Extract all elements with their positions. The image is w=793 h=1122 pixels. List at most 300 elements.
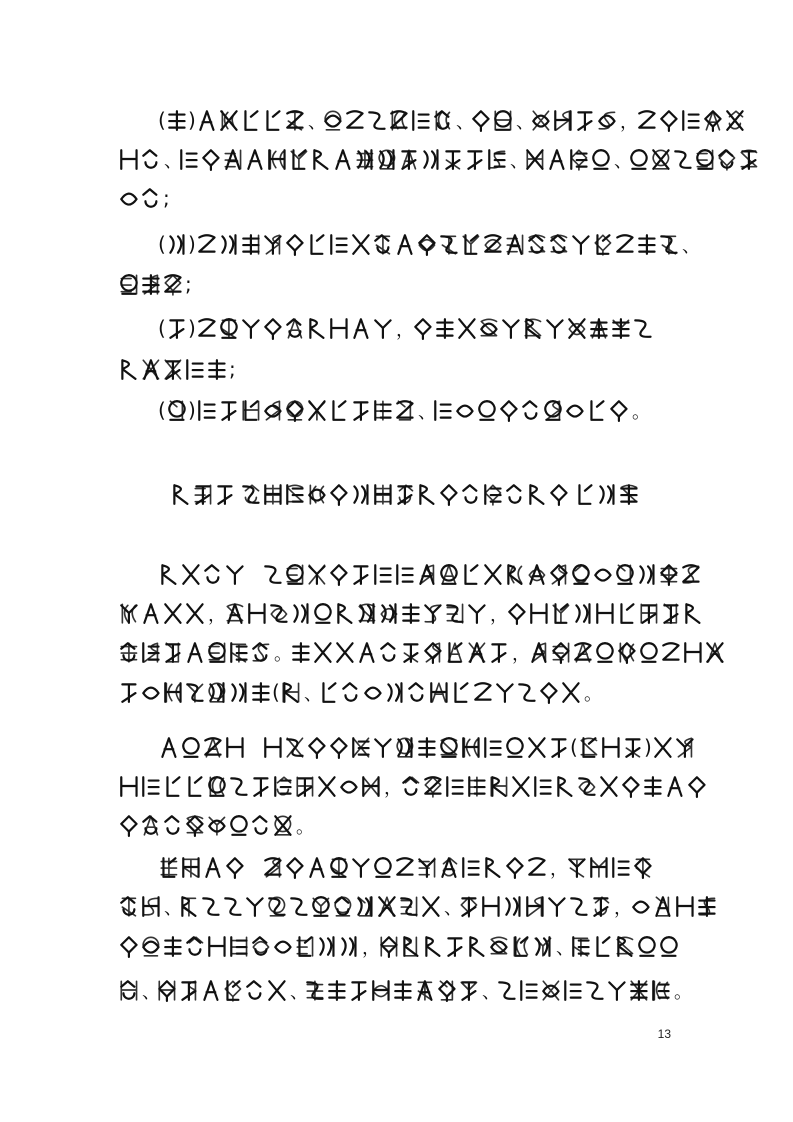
script-glyph bbox=[243, 401, 258, 420]
punctuation: 。 bbox=[584, 684, 602, 705]
script-glyph bbox=[661, 236, 676, 253]
script-glyph bbox=[187, 684, 202, 701]
script-glyph bbox=[271, 605, 286, 621]
script-glyph bbox=[200, 111, 213, 130]
punctuation: 、 bbox=[614, 151, 632, 172]
script-glyph bbox=[375, 401, 390, 420]
script-glyph bbox=[379, 897, 394, 916]
script-glyph bbox=[294, 604, 307, 623]
script-glyph bbox=[633, 902, 648, 913]
punctuation: 、 bbox=[308, 112, 326, 133]
script-glyph bbox=[187, 360, 202, 379]
punctuation: ; bbox=[163, 186, 170, 210]
script-glyph bbox=[143, 150, 156, 167]
script-glyph bbox=[419, 738, 434, 757]
script-glyph bbox=[167, 777, 179, 796]
punctuation: ， bbox=[362, 938, 380, 959]
script-glyph bbox=[529, 565, 544, 584]
script-glyph bbox=[314, 150, 327, 169]
script-glyph bbox=[165, 816, 178, 833]
script-glyph bbox=[553, 643, 568, 663]
script-glyph bbox=[506, 897, 519, 916]
script-glyph bbox=[181, 150, 196, 169]
script-glyph bbox=[309, 401, 324, 420]
script-glyph bbox=[626, 739, 639, 756]
script-glyph bbox=[143, 897, 158, 916]
script-glyph bbox=[243, 235, 258, 254]
script-glyph bbox=[423, 897, 438, 916]
script-glyph bbox=[398, 485, 412, 504]
script-glyph bbox=[631, 981, 646, 1000]
script-glyph bbox=[689, 777, 704, 797]
script-glyph bbox=[357, 150, 372, 169]
script-glyph bbox=[475, 683, 490, 699]
punctuation: ( bbox=[272, 680, 280, 704]
script-glyph bbox=[492, 644, 505, 661]
script-glyph bbox=[705, 111, 720, 131]
script-glyph bbox=[591, 401, 603, 420]
script-glyph bbox=[664, 604, 677, 623]
script-glyph bbox=[525, 319, 540, 338]
script-glyph bbox=[401, 897, 416, 916]
script-glyph bbox=[269, 981, 284, 1000]
script-glyph bbox=[555, 111, 570, 130]
script-glyph bbox=[683, 565, 698, 583]
script-glyph bbox=[569, 859, 584, 876]
script-glyph bbox=[283, 683, 298, 702]
script-glyph bbox=[403, 604, 418, 623]
script-glyph bbox=[253, 816, 266, 833]
script-glyph bbox=[165, 937, 180, 956]
punctuation: 。 bbox=[274, 644, 292, 665]
script-glyph bbox=[143, 937, 158, 956]
script-glyph bbox=[205, 565, 218, 582]
script-glyph bbox=[420, 565, 433, 584]
script-glyph bbox=[143, 777, 158, 796]
script-glyph bbox=[623, 777, 638, 797]
script-glyph bbox=[573, 937, 588, 956]
script-glyph bbox=[455, 683, 467, 702]
script-glyph bbox=[575, 643, 590, 662]
script-glyph bbox=[641, 643, 656, 662]
script-glyph bbox=[686, 604, 699, 623]
script-glyph bbox=[485, 565, 500, 584]
script-glyph bbox=[645, 777, 660, 796]
script-glyph bbox=[360, 643, 373, 662]
script-glyph bbox=[395, 981, 410, 1000]
script-glyph bbox=[231, 937, 246, 956]
script-glyph bbox=[553, 604, 568, 623]
script-glyph bbox=[269, 150, 284, 169]
script-glyph bbox=[121, 275, 136, 294]
script-glyph bbox=[342, 937, 355, 956]
script-glyph bbox=[169, 401, 184, 420]
script-glyph bbox=[331, 485, 346, 505]
script-glyph bbox=[218, 486, 231, 503]
script-glyph bbox=[121, 643, 136, 662]
script-glyph bbox=[533, 111, 548, 130]
script-glyph bbox=[397, 858, 412, 874]
script-glyph bbox=[425, 643, 440, 663]
script-glyph bbox=[313, 897, 328, 916]
script-glyph bbox=[365, 688, 380, 699]
script-glyph bbox=[249, 604, 264, 623]
script-glyph bbox=[337, 643, 352, 662]
script-glyph bbox=[639, 937, 654, 956]
script-glyph bbox=[381, 643, 394, 660]
script-glyph bbox=[388, 683, 401, 702]
script-glyph bbox=[275, 816, 290, 835]
script-glyph bbox=[243, 485, 258, 503]
script-glyph bbox=[621, 485, 636, 504]
script-glyph bbox=[508, 565, 521, 584]
script-glyph bbox=[379, 150, 394, 169]
punctuation: ， bbox=[614, 898, 632, 919]
script-glyph bbox=[231, 643, 246, 662]
script-glyph bbox=[489, 150, 504, 169]
script-glyph bbox=[653, 981, 668, 1000]
script-glyph bbox=[333, 401, 345, 420]
script-glyph bbox=[336, 150, 349, 169]
script-glyph bbox=[183, 565, 198, 584]
script-glyph bbox=[719, 150, 734, 170]
script-glyph bbox=[463, 485, 476, 502]
script-glyph bbox=[188, 643, 201, 662]
script-glyph bbox=[463, 235, 478, 254]
script-glyph bbox=[613, 858, 628, 877]
punctuation: 、 bbox=[482, 982, 500, 1003]
script-glyph bbox=[420, 485, 433, 504]
script-glyph bbox=[677, 897, 692, 916]
script-glyph bbox=[397, 401, 412, 420]
script-glyph bbox=[507, 738, 522, 757]
script-glyph bbox=[354, 402, 367, 419]
script-glyph bbox=[465, 565, 477, 584]
script-glyph bbox=[165, 360, 180, 379]
script-glyph bbox=[341, 782, 356, 793]
script-glyph bbox=[253, 683, 268, 702]
script-glyph bbox=[121, 777, 136, 796]
script-glyph bbox=[469, 643, 484, 662]
script-glyph bbox=[170, 235, 183, 254]
punctuation: 、 bbox=[456, 112, 474, 133]
script-glyph bbox=[473, 111, 488, 131]
script-glyph bbox=[358, 897, 371, 916]
script-glyph bbox=[541, 683, 556, 703]
script-glyph bbox=[547, 320, 562, 337]
script-glyph bbox=[459, 319, 474, 338]
script-glyph bbox=[375, 739, 390, 756]
script-glyph bbox=[187, 604, 202, 623]
punctuation: 、 bbox=[164, 151, 182, 172]
page-number: 13 bbox=[657, 1027, 671, 1041]
script-glyph bbox=[375, 320, 390, 337]
script-glyph bbox=[143, 275, 158, 294]
script-glyph bbox=[639, 235, 654, 254]
script-glyph bbox=[551, 485, 566, 505]
script-glyph bbox=[437, 319, 452, 338]
script-glyph bbox=[143, 643, 158, 662]
script-glyph bbox=[591, 858, 606, 877]
script-glyph bbox=[121, 981, 136, 1000]
script-glyph bbox=[227, 566, 242, 583]
script-glyph bbox=[481, 319, 496, 335]
script-glyph bbox=[331, 738, 346, 758]
script-glyph bbox=[571, 150, 586, 170]
script-glyph bbox=[205, 738, 220, 757]
script-glyph bbox=[209, 817, 224, 834]
script-glyph bbox=[697, 150, 712, 169]
script-glyph bbox=[485, 485, 500, 505]
script-glyph bbox=[435, 401, 450, 420]
script-glyph bbox=[122, 360, 135, 379]
script-glyph bbox=[613, 319, 628, 338]
script-glyph bbox=[209, 360, 224, 379]
script-glyph bbox=[203, 150, 218, 170]
punctuation: ; bbox=[185, 272, 192, 296]
script-glyph bbox=[404, 644, 417, 661]
punctuation: ( bbox=[158, 108, 166, 132]
script-glyph bbox=[663, 643, 678, 659]
script-glyph bbox=[121, 897, 135, 916]
script-glyph bbox=[307, 981, 322, 1000]
punctuation: 、 bbox=[556, 938, 574, 959]
script-glyph bbox=[513, 777, 528, 796]
script-glyph bbox=[267, 111, 279, 130]
script-glyph bbox=[204, 981, 217, 1000]
punctuation: 、 bbox=[444, 898, 462, 919]
script-glyph bbox=[287, 319, 301, 338]
script-glyph bbox=[485, 235, 500, 251]
script-glyph bbox=[597, 604, 612, 623]
script-glyph bbox=[470, 937, 483, 956]
punctuation: ) bbox=[188, 232, 196, 256]
script-glyph bbox=[661, 111, 676, 131]
script-glyph bbox=[468, 151, 481, 168]
script-glyph bbox=[291, 898, 306, 914]
script-glyph bbox=[265, 566, 280, 582]
script-glyph bbox=[265, 401, 280, 420]
script-glyph bbox=[221, 319, 236, 338]
script-glyph bbox=[187, 937, 202, 954]
script-glyph bbox=[162, 565, 175, 584]
script-glyph bbox=[675, 151, 690, 167]
punctuation: ( bbox=[158, 316, 166, 340]
script-glyph bbox=[617, 937, 632, 956]
script-glyph bbox=[635, 858, 650, 878]
script-glyph bbox=[499, 982, 514, 998]
script-glyph bbox=[653, 150, 668, 169]
script-glyph bbox=[165, 683, 180, 702]
script-glyph bbox=[457, 406, 472, 417]
script-glyph bbox=[661, 565, 676, 585]
script-glyph bbox=[656, 897, 669, 916]
script-glyph bbox=[668, 777, 681, 796]
script-glyph bbox=[143, 816, 157, 835]
script-glyph bbox=[170, 320, 183, 337]
script-glyph bbox=[640, 565, 653, 584]
script-glyph bbox=[402, 150, 415, 169]
script-glyph bbox=[463, 738, 478, 757]
punctuation: ( bbox=[158, 232, 166, 256]
script-glyph bbox=[404, 937, 417, 956]
script-glyph bbox=[565, 981, 580, 1000]
script-glyph bbox=[530, 485, 543, 504]
script-glyph bbox=[447, 604, 462, 623]
punctuation: 、 bbox=[290, 982, 308, 1003]
script-glyph bbox=[446, 151, 459, 168]
script-glyph bbox=[231, 816, 246, 835]
script-glyph bbox=[532, 643, 545, 662]
script-glyph bbox=[369, 112, 384, 128]
script-glyph bbox=[529, 738, 544, 757]
script-glyph bbox=[535, 937, 550, 956]
script-glyph bbox=[507, 485, 520, 502]
script-glyph bbox=[121, 604, 136, 623]
script-glyph bbox=[265, 858, 280, 877]
script-glyph bbox=[439, 981, 454, 1001]
script-glyph bbox=[121, 937, 136, 957]
script-glyph bbox=[231, 778, 246, 794]
script-glyph bbox=[353, 738, 368, 757]
script-glyph bbox=[448, 938, 461, 955]
script-glyph bbox=[325, 111, 340, 130]
script-glyph bbox=[601, 777, 616, 796]
script-glyph bbox=[497, 684, 512, 701]
script-glyph bbox=[143, 189, 156, 206]
script-glyph bbox=[195, 485, 210, 504]
script-glyph bbox=[576, 604, 589, 623]
script-glyph bbox=[441, 485, 456, 505]
script-glyph bbox=[431, 683, 446, 702]
script-glyph bbox=[469, 605, 484, 622]
script-glyph bbox=[635, 320, 650, 336]
script-glyph bbox=[661, 937, 676, 956]
script-glyph bbox=[631, 150, 646, 169]
script-glyph bbox=[501, 401, 516, 421]
script-glyph bbox=[599, 112, 614, 128]
script-glyph bbox=[491, 937, 506, 953]
punctuation: 、 bbox=[516, 112, 534, 133]
script-glyph bbox=[297, 777, 312, 796]
script-glyph bbox=[551, 235, 566, 252]
script-glyph bbox=[639, 111, 654, 127]
script-glyph bbox=[495, 111, 510, 130]
script-glyph bbox=[469, 777, 484, 796]
script-glyph bbox=[447, 777, 462, 796]
punctuation: ， bbox=[490, 605, 508, 626]
script-glyph bbox=[144, 604, 157, 623]
punctuation: ( bbox=[570, 735, 578, 759]
punctuation: 、 bbox=[510, 151, 528, 172]
script-glyph bbox=[551, 565, 566, 585]
script-glyph bbox=[391, 111, 406, 130]
script-glyph bbox=[415, 319, 430, 339]
script-glyph bbox=[265, 738, 280, 757]
script-glyph bbox=[611, 401, 626, 421]
script-glyph bbox=[209, 937, 224, 956]
script-glyph bbox=[375, 858, 390, 877]
script-glyph bbox=[521, 981, 536, 1000]
script-glyph bbox=[143, 360, 158, 379]
script-glyph bbox=[331, 319, 346, 338]
script-glyph bbox=[549, 898, 564, 915]
script-glyph bbox=[143, 688, 158, 699]
script-glyph bbox=[545, 401, 560, 420]
script-glyph bbox=[265, 319, 280, 339]
script-glyph bbox=[486, 858, 499, 877]
script-glyph bbox=[569, 319, 584, 338]
punctuation: ) bbox=[188, 108, 196, 132]
script-glyph bbox=[581, 738, 596, 757]
script-glyph bbox=[310, 319, 323, 338]
script-glyph bbox=[617, 565, 632, 584]
script-glyph bbox=[677, 738, 692, 757]
script-glyph bbox=[594, 897, 608, 916]
script-glyph bbox=[199, 401, 214, 420]
script-glyph bbox=[523, 401, 536, 418]
script-glyph bbox=[463, 858, 478, 877]
script-glyph bbox=[225, 150, 240, 169]
script-glyph bbox=[441, 236, 456, 253]
script-glyph bbox=[425, 605, 440, 622]
script-glyph bbox=[603, 738, 618, 757]
script-glyph bbox=[409, 683, 422, 700]
script-glyph bbox=[578, 112, 591, 129]
script-glyph bbox=[254, 778, 267, 795]
script-glyph bbox=[315, 604, 330, 623]
script-glyph bbox=[309, 738, 324, 758]
script-glyph bbox=[509, 604, 524, 624]
script-glyph bbox=[320, 937, 333, 956]
script-glyph bbox=[275, 942, 290, 953]
punctuation: ， bbox=[550, 859, 568, 880]
script-glyph bbox=[398, 235, 411, 254]
script-glyph bbox=[227, 604, 242, 623]
script-glyph bbox=[222, 235, 235, 254]
script-glyph bbox=[543, 981, 558, 1000]
script-glyph bbox=[354, 485, 367, 504]
script-glyph bbox=[121, 816, 136, 836]
script-glyph bbox=[209, 643, 224, 662]
script-glyph bbox=[552, 739, 565, 756]
script-glyph bbox=[597, 937, 609, 956]
script-glyph bbox=[461, 982, 476, 999]
script-glyph bbox=[381, 604, 396, 623]
script-glyph bbox=[707, 643, 722, 662]
script-glyph bbox=[183, 738, 198, 757]
script-glyph bbox=[275, 777, 290, 796]
script-glyph bbox=[435, 111, 449, 130]
script-glyph bbox=[655, 738, 670, 757]
script-glyph bbox=[269, 897, 284, 916]
script-glyph bbox=[247, 898, 262, 915]
punctuation: 、 bbox=[304, 684, 322, 705]
script-glyph bbox=[165, 604, 180, 623]
script-glyph bbox=[183, 858, 198, 877]
script-glyph bbox=[353, 859, 368, 876]
script-glyph bbox=[479, 401, 494, 420]
script-glyph bbox=[331, 858, 346, 877]
script-glyph bbox=[741, 150, 756, 169]
script-glyph bbox=[419, 858, 434, 877]
punctuation: ， bbox=[512, 644, 530, 665]
script-glyph bbox=[595, 570, 610, 581]
script-glyph bbox=[265, 235, 280, 254]
script-glyph bbox=[209, 683, 224, 702]
script-glyph bbox=[375, 565, 390, 584]
script-glyph bbox=[609, 982, 624, 999]
